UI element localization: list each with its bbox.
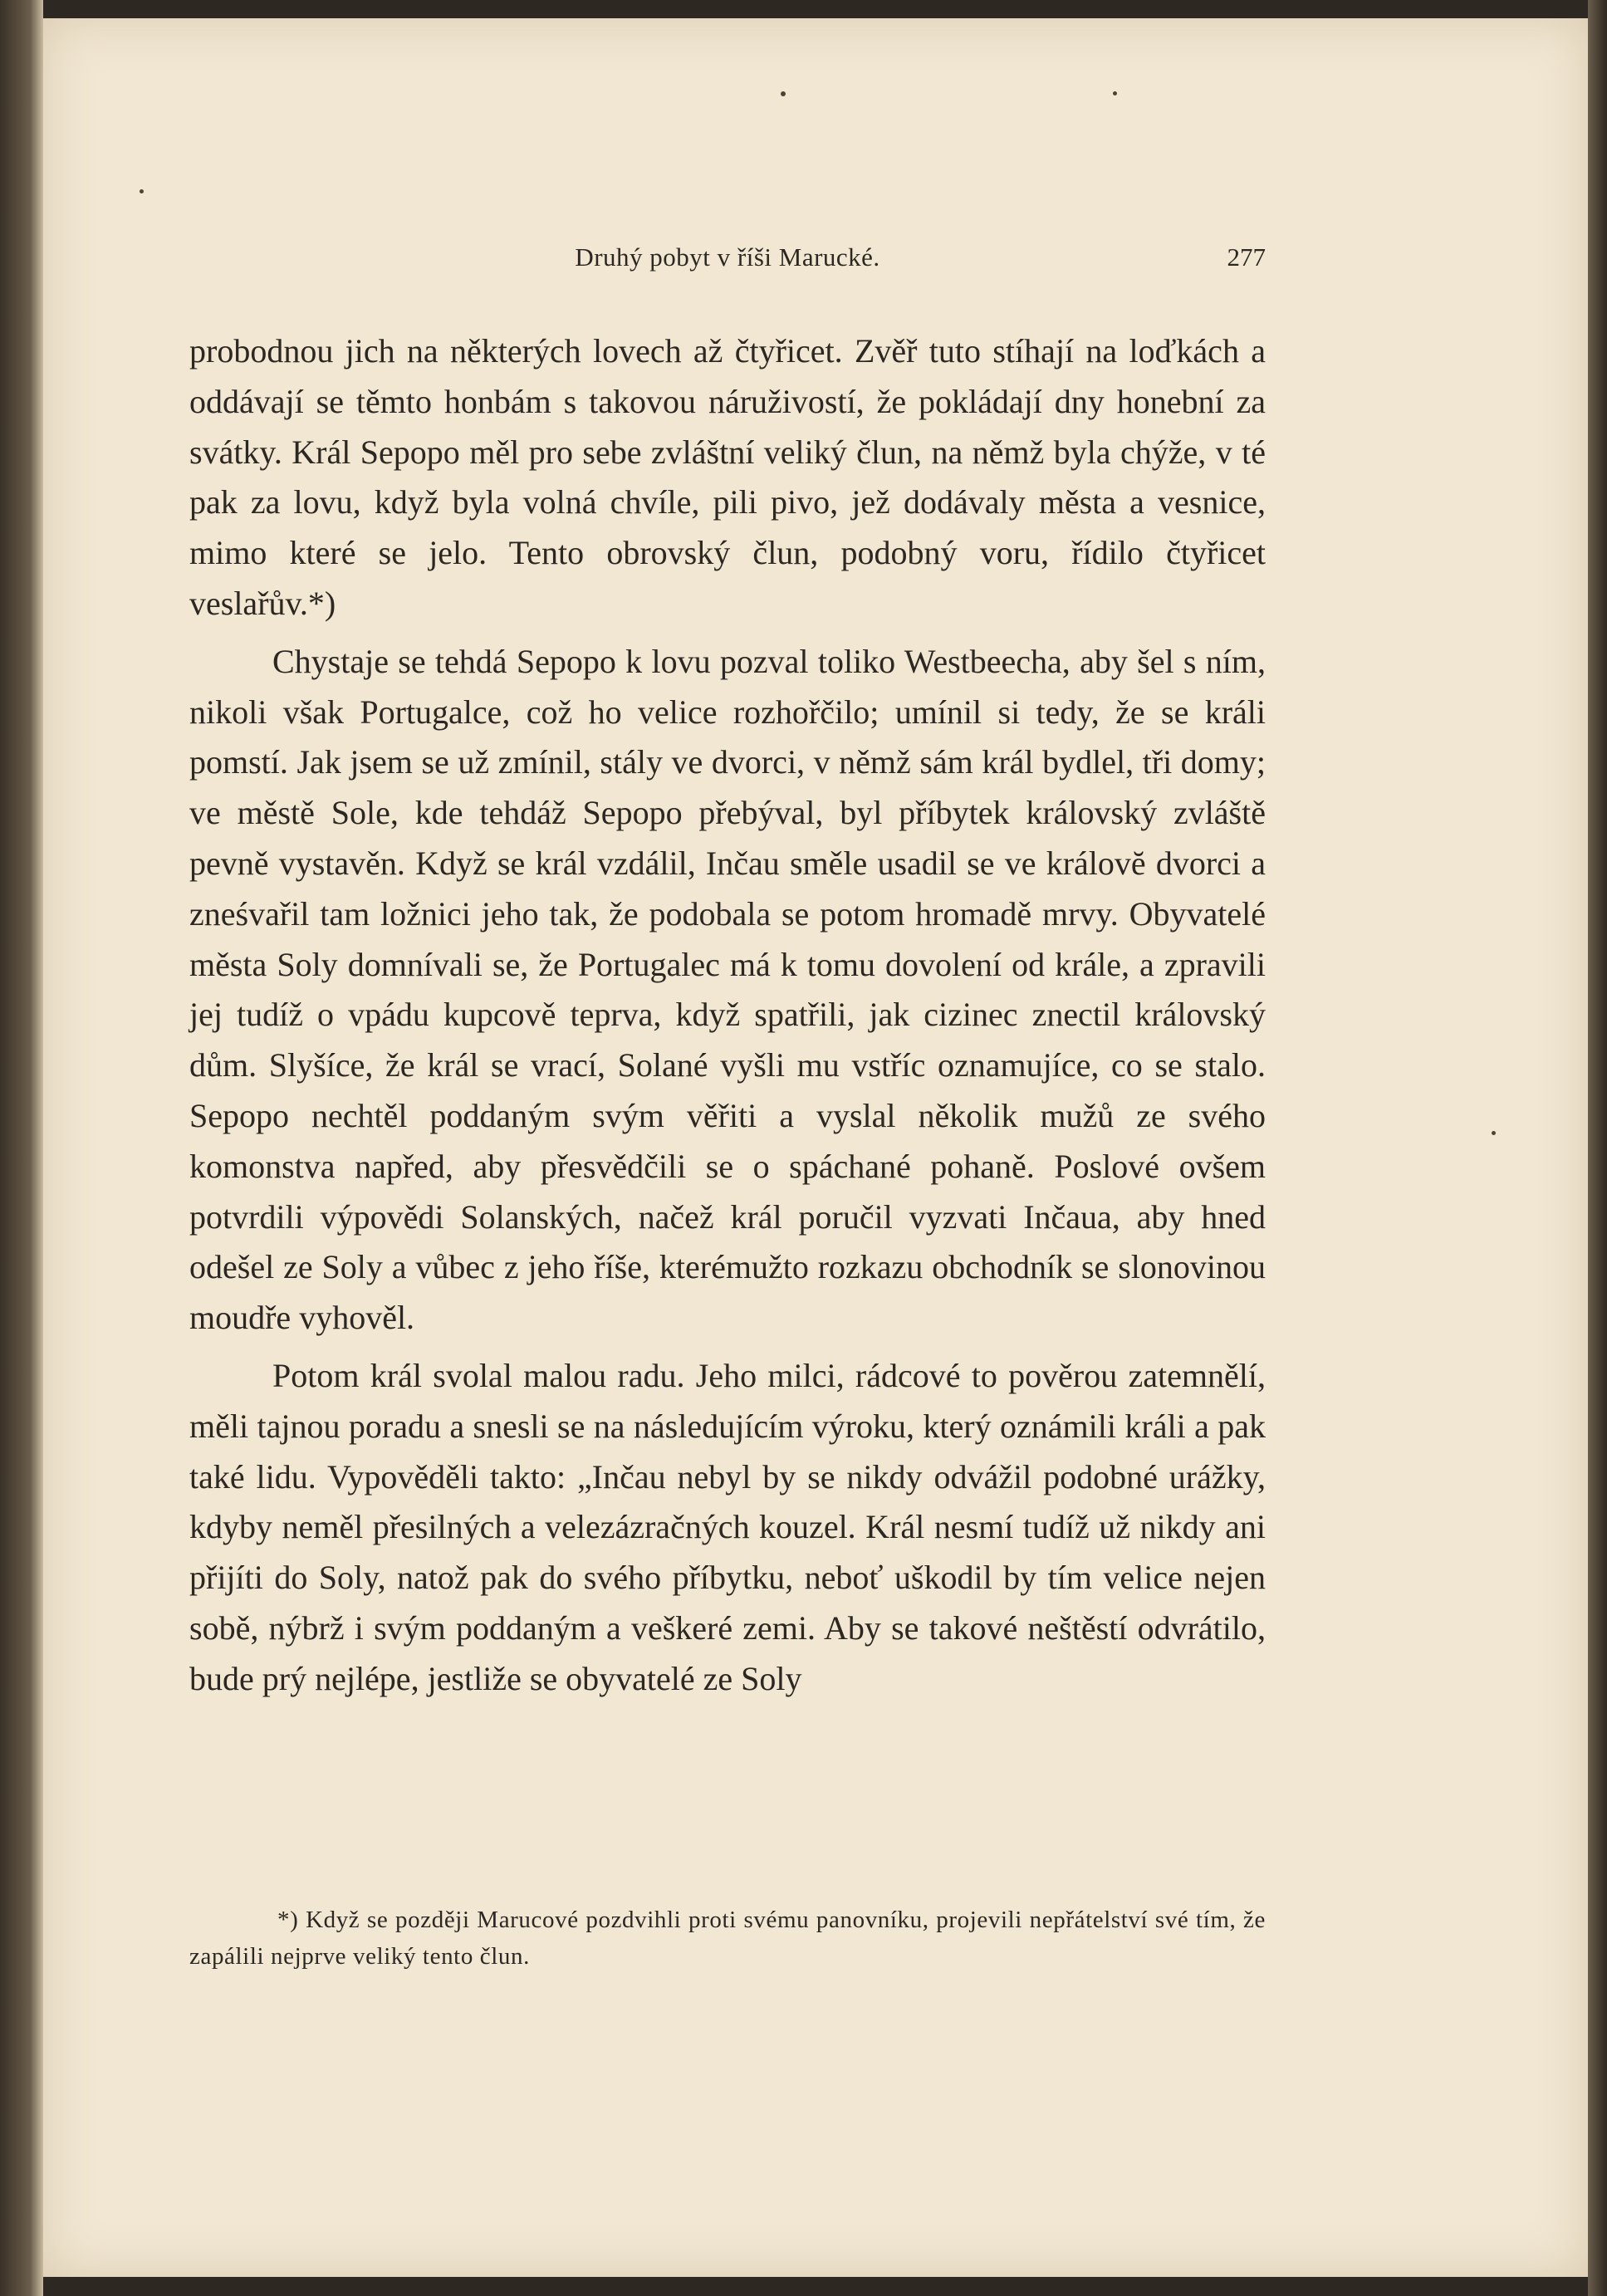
book-spine-shadow [0,0,43,2296]
paragraph-1: probodnou jich na některých lovech až čtyřicet. Zvěř tuto stíhají na loďkách a oddávají se těmto honbám s takovou náruživostí, že pokládají dny honební za svátky. Král Sepopo měl pro sebe zvláštní veliký člun, na němž byla chýže, v té pak za lovu, když byla volná chvíle, pili pivo, jež dodávaly města a vesnice, mimo které se jelo. Tento obrovský člun, podobný voru, řídilo čtyřicet veslařův.*) [189,332,1266,622]
dust-speck [781,91,786,96]
page-edge-shadow [1588,0,1607,2296]
footnote: *) Když se později Marucové pozdvihli proti svému panovníku, projevili nepřátelství své tím, že zapálili nejprve veliký tento člun. [189,1907,1266,1970]
body-text [189,326,1266,1705]
paragraph-2: Chystaje se tehdá Sepopo k lovu pozval toliko Westbeecha, aby šel s ním, nikoli však Portugalce, což ho velice rozhořčilo; umínil si tedy, že se králi pomstí. Jak jsem se už zmínil, stály ve dvorci, v němž sám král bydlel, tři domy; ve městě Sole, kde tehdáž Sepopo přebýval, byl příbytek královský zvláště pevně vystavěn. Když se král vzdálil, Inčau směle usadil se ve královĕ dvorci a zneśvařil tam ložnici jeho tak, že podobala se potom hromadě mrvy. Obyvatelé města Soly domnívali se, že Portugalec má k tomu dovolení od krále, a zpravili jej tudíž o vpádu kupcově teprva, když spatřili, jak cizinec znectil královský dům. Slyšíce, že král se vrací, Solané vyšli mu vstříc oznamujíce, co se stalo. Sepopo nechtěl poddaným svým věřiti a vyslal několik mužů ze svého komonstva napřed, aby přesvědčili se o spáchané pohaně. Poslové ovšem potvrdili výpovědi Solanských, načež král poručil vyzvati Inčaua, aby hned odešel ze Soly a vůbec z jeho říše, kterémužto rozkazu obchodník se slonovinou moudře vyhověl. [189,642,1266,1337]
dust-speck [1492,1131,1496,1135]
page-number: 277 [1227,242,1266,272]
paragraph-3: Potom král svolal malou radu. Jeho milci, rádcové to pověrou zatemnělí, měli tajnou poradu a snesli se na následujícím výroku, který oznámili králi a pak také lidu. Vypověděli takto: „Inčau nebyl by se nikdy odvážil podobné urážky, kdyby neměl přesilných a velezázračných kouzel. Král nesmí tudíž už nikdy ani přijíti do Soly, natož pak do svého příbytku, neboť uškodil by tím velice nejen sobě, nýbrž i svým poddaným a veškeré zemi. Aby se takové neštěstí odvrátilo, bude prý nejlépe, jestliže se obyvatelé ze Soly [189,1356,1266,1697]
running-title: Druhý pobyt v říši Marucké. [575,242,880,272]
running-header [189,242,1266,276]
dust-speck [140,189,144,193]
dust-speck [1113,91,1117,95]
